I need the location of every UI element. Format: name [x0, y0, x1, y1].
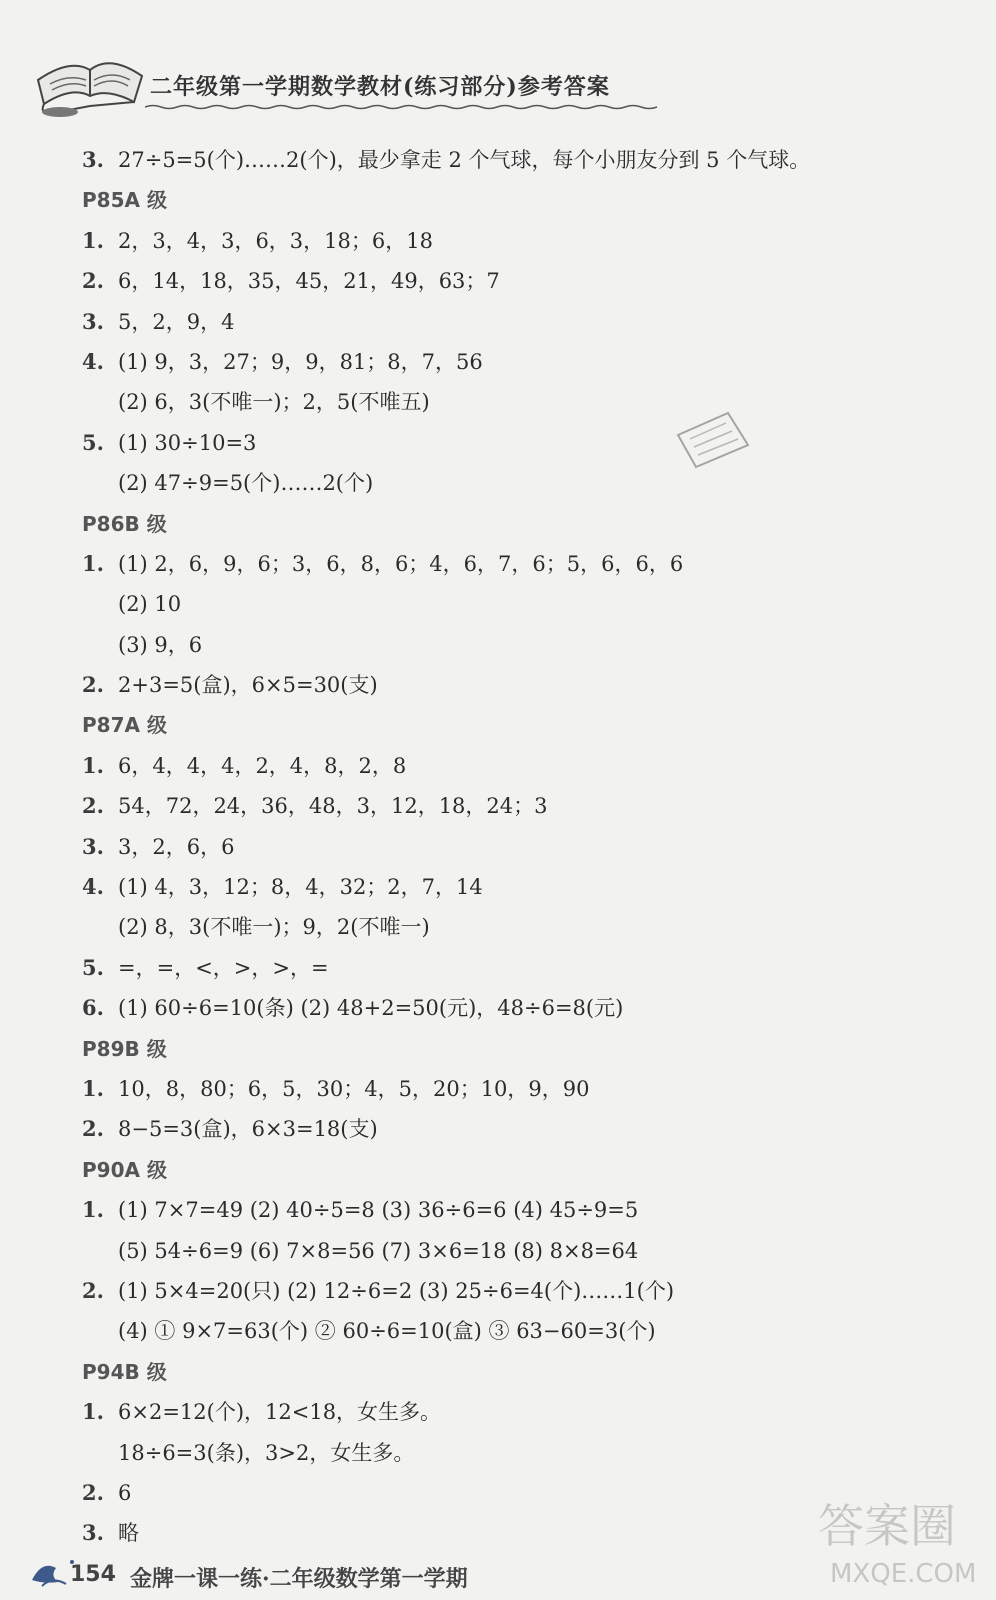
- page-number: 154: [70, 1562, 116, 1587]
- question-number: 6.: [82, 995, 104, 1021]
- answer-line: [82, 1433, 972, 1473]
- answer-text: 5，2，9，4: [118, 309, 235, 334]
- watermark-url: MXQE.COM: [830, 1559, 977, 1589]
- answer-line: [82, 948, 972, 988]
- question-number: 3.: [82, 833, 104, 859]
- answer-text: (2) 10: [118, 592, 182, 617]
- answer-line: [82, 382, 972, 422]
- answer-text: (2) 6，3(不唯一)；2，5(不唯五): [118, 390, 430, 415]
- question-number: 2.: [82, 672, 104, 698]
- section-page: P94: [82, 1359, 125, 1384]
- question-number: 2.: [82, 268, 104, 294]
- section-heading: [82, 1150, 972, 1190]
- answer-text: (1) 5×4=20(只) (2) 12÷6=2 (3) 25÷6=4(个)……1(个): [118, 1278, 675, 1303]
- section-level: B 级: [124, 1036, 167, 1061]
- question-number: 3.: [82, 147, 104, 172]
- section-level: A 级: [124, 188, 167, 213]
- answer-line: [82, 907, 972, 947]
- question-number: 1.: [82, 227, 104, 253]
- answer-line: [82, 1271, 972, 1311]
- question-number: 3.: [82, 308, 104, 334]
- section-page: P87: [82, 713, 125, 738]
- answer-line: [82, 140, 972, 180]
- answer-line: [82, 261, 972, 301]
- question-number: 1.: [82, 1197, 104, 1223]
- answer-line: [82, 988, 972, 1028]
- answer-text: 略: [118, 1521, 139, 1546]
- answer-line: [82, 1392, 972, 1432]
- page-header: [0, 0, 996, 120]
- answer-line: [82, 1190, 972, 1230]
- answer-text: 2+3=5(盒)，6×5=30(支): [118, 673, 378, 698]
- answer-text: 3，2，6，6: [118, 834, 235, 859]
- answer-text: 2，3，4，3，6，3，18；6，18: [118, 228, 433, 253]
- answer-line: [82, 746, 972, 786]
- question-number: 4.: [82, 874, 104, 900]
- answer-line: [82, 1109, 972, 1149]
- answer-line: [82, 423, 972, 463]
- question-number: 5.: [82, 954, 104, 980]
- section-level: B 级: [124, 511, 167, 536]
- question-number: 4.: [82, 348, 104, 374]
- section-heading: [82, 180, 972, 220]
- answer-line: [82, 786, 972, 826]
- section-heading: [82, 1029, 972, 1069]
- section-page: P86: [82, 511, 125, 536]
- answer-text: (1) 2，6，9，6；3，6，8，6；4，6，7，6；5，6，6，6: [118, 551, 684, 576]
- answer-text: 6，14，18，35，45，21，49，63；7: [118, 269, 500, 294]
- answer-text: 6: [118, 1480, 132, 1505]
- page-footer: [0, 1540, 996, 1600]
- answer-line: [82, 463, 972, 503]
- section-level: A 级: [124, 713, 167, 738]
- question-number: 2.: [82, 1479, 104, 1505]
- answer-text: 8−5=3(盒)，6×3=18(支): [118, 1117, 378, 1142]
- open-book-icon: [30, 40, 150, 120]
- answer-line: [82, 827, 972, 867]
- answer-line: [82, 342, 972, 382]
- answer-text: 6，4，4，4，2，4，8，2，8: [118, 753, 407, 778]
- answer-line: [82, 625, 972, 665]
- question-number: 1.: [82, 1075, 104, 1101]
- section-level: A 级: [124, 1157, 167, 1182]
- question-number: 2.: [82, 1116, 104, 1142]
- answer-text: (3) 9，6: [118, 632, 203, 657]
- section-heading: [82, 1352, 972, 1392]
- answer-line: [82, 302, 972, 342]
- answer-text: (2) 8，3(不唯一)；9，2(不唯一): [118, 915, 430, 940]
- book-name: 金牌一课一练·二年级数学第一学期: [130, 1566, 468, 1592]
- answer-text: (2) 47÷9=5(个)……2(个): [118, 471, 374, 496]
- answer-text: 6×2=12(个)，12<18，女生多。: [118, 1400, 442, 1425]
- section-page: P90: [82, 1157, 125, 1182]
- section-heading: [82, 504, 972, 544]
- answer-content: [82, 140, 972, 1554]
- stamp-icon: [668, 405, 758, 475]
- answer-text: (1) 4，3，12；8，4，32；2，7，14: [118, 875, 483, 900]
- answer-line: [82, 584, 972, 624]
- answer-line: [82, 544, 972, 584]
- answer-text: 27÷5=5(个)……2(个)，最少拿走 2 个气球，每个小朋友分到 5 个气球。: [118, 148, 811, 172]
- answer-text: (1) 7×7=49 (2) 40÷5=8 (3) 36÷6=6 (4) 45÷9=5: [118, 1198, 639, 1223]
- answer-line: [82, 1069, 972, 1109]
- question-number: 5.: [82, 429, 104, 455]
- answer-line: [82, 665, 972, 705]
- answer-text: (5) 54÷6=9 (6) 7×8=56 (7) 3×6=18 (8) 8×8=64: [118, 1238, 639, 1263]
- answer-text: 18÷6=3(条)，3>2，女生多。: [118, 1440, 415, 1465]
- section-page: P85: [82, 188, 125, 213]
- answer-text: =，=，<，>，>，=: [118, 955, 329, 980]
- question-number: 1.: [82, 752, 104, 778]
- answer-line: [82, 867, 972, 907]
- answer-text: 54，72，24，36，48，3，12，18，24；3: [118, 794, 548, 819]
- answer-line: [82, 1231, 972, 1271]
- question-number: 3.: [82, 1520, 104, 1546]
- question-number: 2.: [82, 793, 104, 819]
- answer-text: (1) 60÷6=10(条) (2) 48+2=50(元)，48÷6=8(元): [118, 996, 624, 1021]
- answer-text: (4) ① 9×7=63(个) ② 60÷6=10(盒) ③ 63−60=3(个): [118, 1319, 656, 1344]
- answer-text: (1) 30÷10=3: [118, 430, 257, 455]
- section-heading: [82, 705, 972, 745]
- header-divider: [145, 104, 660, 110]
- watermark-text: 答案圈: [818, 1499, 956, 1553]
- question-number: 1.: [82, 1399, 104, 1425]
- answer-text: (1) 9，3，27；9，9，81；8，7，56: [118, 349, 483, 374]
- answer-line: [82, 1311, 972, 1351]
- page-title: 二年级第一学期数学教材(练习部分)参考答案: [150, 74, 610, 100]
- section-page: P89: [82, 1036, 125, 1061]
- answer-text: 10，8，80；6，5，30；4，5，20；10，9，90: [118, 1076, 590, 1101]
- question-number: 1.: [82, 550, 104, 576]
- question-number: 2.: [82, 1277, 104, 1303]
- section-level: B 级: [124, 1359, 167, 1384]
- answer-line: [82, 221, 972, 261]
